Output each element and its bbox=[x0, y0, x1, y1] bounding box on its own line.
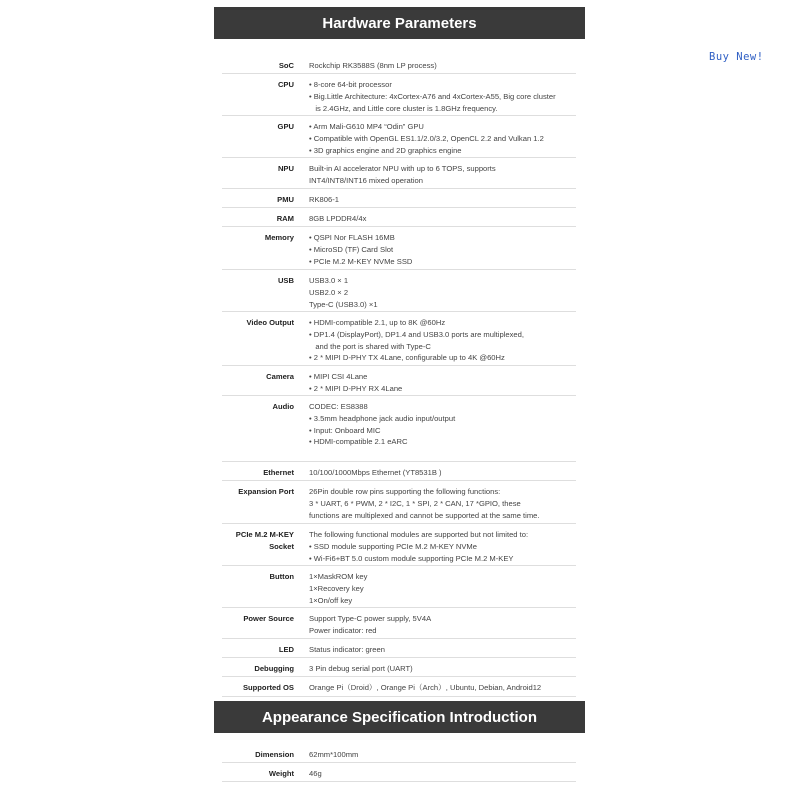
spec-label: Audio bbox=[272, 402, 294, 411]
hardware-parameters-banner bbox=[214, 7, 585, 39]
spec-value-line: 46g bbox=[309, 769, 322, 778]
spec-value-line: • HDMI-compatible 2.1, up to 8K @60Hz bbox=[309, 318, 446, 327]
spec-value-line: 26Pin double row pins supporting the following functions: bbox=[309, 487, 501, 496]
spec-value bbox=[294, 396, 576, 462]
spec-label: Expansion Port bbox=[238, 487, 294, 496]
spec-value bbox=[294, 116, 576, 158]
spec-value-line: • 2 * MIPI D-PHY TX 4Lane, configurable up to 4K @60Hz bbox=[309, 353, 505, 363]
spec-value bbox=[294, 74, 576, 116]
spec-value bbox=[294, 366, 576, 396]
spec-label: Debugging bbox=[254, 664, 294, 673]
spec-value bbox=[294, 608, 576, 639]
spec-value-line: is 2.4GHz, and Little core cluster is 1.8GHz frequency. bbox=[309, 103, 498, 113]
spec-label: Camera bbox=[266, 372, 294, 381]
spec-value-line: functions are multiplexed and cannot be supported at the same time. bbox=[309, 510, 540, 520]
spec-value-line: 3 * UART, 6 * PWM, 2 * I2C, 1 * SPI, 2 * CAN, 17 *GPIO, these bbox=[309, 498, 521, 508]
spec-value-line: Status indicator: green bbox=[309, 645, 385, 654]
spec-row-dimension bbox=[222, 744, 576, 763]
spec-row-led bbox=[222, 639, 576, 658]
spec-value-line: • MIPI CSI 4Lane bbox=[309, 372, 368, 381]
spec-row-pcie-m-2-m-key-socket bbox=[222, 524, 576, 566]
spec-row-memory bbox=[222, 227, 576, 270]
spec-value-line: Support Type-C power supply, 5V4A bbox=[309, 614, 432, 623]
spec-label: LED bbox=[278, 645, 294, 654]
spec-label: Weight bbox=[268, 769, 294, 778]
spec-value-line: • MicroSD (TF) Card Slot bbox=[309, 244, 394, 254]
spec-value-line: • PCIe M.2 M-KEY NVMe SSD bbox=[309, 256, 413, 266]
spec-value-line: RK806-1 bbox=[309, 195, 339, 204]
spec-row-supported-os bbox=[222, 677, 576, 697]
spec-value-line: Type-C (USB3.0) ×1 bbox=[309, 299, 378, 309]
spec-value-line: • Compatible with OpenGL ES1.1/2.0/3.2, OpenCL 2.2 and Vulkan 1.2 bbox=[309, 133, 544, 143]
spec-value bbox=[294, 312, 576, 366]
spec-row-cpu bbox=[222, 74, 576, 116]
spec-row-expansion-port bbox=[222, 481, 576, 524]
spec-value bbox=[294, 677, 576, 697]
appearance-specification-table bbox=[222, 744, 576, 782]
spec-value-line: The following functional modules are supported but not limited to: bbox=[309, 530, 529, 539]
spec-row-usb bbox=[222, 270, 576, 312]
spec-label: NPU bbox=[277, 164, 294, 173]
spec-label: Memory bbox=[264, 233, 294, 242]
spec-value-line: USB3.0 × 1 bbox=[309, 276, 349, 285]
spec-label: SoC bbox=[278, 61, 294, 70]
spec-value-line: • DP1.4 (DisplayPort), DP1.4 and USB3.0 ports are multiplexed, bbox=[309, 329, 524, 339]
appearance-specification-title: Appearance Specification Introduction bbox=[261, 708, 538, 726]
spec-value-line: 3 Pin debug serial port (UART) bbox=[309, 664, 413, 673]
spec-row-pmu bbox=[222, 189, 576, 208]
spec-label: Button bbox=[269, 572, 294, 581]
spec-label: GPU bbox=[277, 122, 294, 131]
spec-value-line: • 2 * MIPI D-PHY RX 4Lane bbox=[309, 383, 403, 393]
spec-value-line: 10/100/1000Mbps Ethernet (YT8531B ) bbox=[309, 468, 442, 477]
spec-value-line: • Wi-Fi6+BT 5.0 custom module supporting PCIe M.2 M-KEY bbox=[309, 553, 514, 563]
spec-label: USB bbox=[277, 276, 294, 285]
spec-value-line: • Arm Mali-G610 MP4 “Odin” GPU bbox=[309, 122, 424, 131]
spec-value bbox=[294, 270, 576, 312]
spec-value-line: Built-in AI accelerator NPU with up to 6 TOPS, supports bbox=[309, 164, 496, 173]
spec-value-line: 1×Recovery key bbox=[309, 583, 364, 593]
hardware-parameters-table bbox=[222, 55, 576, 697]
spec-value-line: 1×MaskROM key bbox=[309, 572, 368, 581]
spec-value bbox=[294, 744, 576, 763]
spec-label: Video Output bbox=[246, 318, 294, 327]
spec-row-camera bbox=[222, 366, 576, 396]
spec-value-line: • Input: Onboard MIC bbox=[309, 425, 381, 435]
spec-row-ram bbox=[222, 208, 576, 227]
spec-row-gpu bbox=[222, 116, 576, 158]
spec-value-line: INT4/INT8/INT16 mixed operation bbox=[309, 175, 423, 185]
spec-value-line: Rockchip RK3588S (8nm LP process) bbox=[309, 61, 437, 70]
spec-row-weight bbox=[222, 763, 576, 782]
spec-value-line: USB2.0 × 2 bbox=[309, 287, 349, 297]
spec-label: PMU bbox=[277, 195, 294, 204]
spec-row-power-source bbox=[222, 608, 576, 639]
spec-row-video-output bbox=[222, 312, 576, 366]
spec-value bbox=[294, 208, 576, 227]
spec-value-line: • HDMI-compatible 2.1 eARC bbox=[309, 437, 408, 447]
spec-value-line: • 3D graphics engine and 2D graphics engine bbox=[309, 145, 462, 155]
spec-value bbox=[294, 566, 576, 608]
spec-value-line: • SSD module supporting PCIe M.2 M-KEY NVMe bbox=[309, 541, 477, 551]
spec-value-line: and the port is shared with Type-C bbox=[309, 341, 431, 351]
spec-value-line: 62mm*100mm bbox=[309, 750, 359, 759]
spec-value-line: CODEC: ES8388 bbox=[309, 402, 368, 411]
appearance-specification-banner bbox=[214, 701, 585, 733]
spec-value bbox=[294, 524, 576, 566]
spec-row-audio bbox=[222, 396, 576, 462]
spec-value bbox=[294, 639, 576, 658]
spec-label: Dimension bbox=[255, 750, 294, 759]
spec-value-line: • 3.5mm headphone jack audio input/output bbox=[309, 413, 456, 423]
spec-value-line: 8GB LPDDR4/4x bbox=[309, 214, 367, 223]
spec-value bbox=[294, 481, 576, 524]
spec-label: PCIe M.2 M-KEY Socket bbox=[235, 530, 294, 551]
spec-value bbox=[294, 189, 576, 208]
spec-value bbox=[294, 658, 576, 677]
spec-row-debugging bbox=[222, 658, 576, 677]
spec-value-line: Orange Pi（Droid）, Orange Pi（Arch）, Ubuntu, Debian, Android12 bbox=[309, 683, 542, 692]
spec-value bbox=[294, 227, 576, 270]
spec-label: CPU bbox=[277, 80, 294, 89]
spec-row-button bbox=[222, 566, 576, 608]
spec-row-soc bbox=[222, 55, 576, 74]
spec-value-line: • Big.Little Architecture: 4xCortex-A76 and 4xCortex-A55, Big core cluster bbox=[309, 91, 556, 101]
spec-value bbox=[294, 158, 576, 189]
buy-now-link[interactable]: Buy New! bbox=[709, 51, 764, 63]
spec-label: Ethernet bbox=[263, 468, 294, 477]
spec-label: Supported OS bbox=[242, 683, 294, 692]
spec-value-line: • 8-core 64-bit processor bbox=[309, 80, 392, 89]
spec-row-npu bbox=[222, 158, 576, 189]
spec-label: RAM bbox=[276, 214, 294, 223]
hardware-parameters-title: Hardware Parameters bbox=[322, 14, 477, 32]
spec-value-line: Power indicator: red bbox=[309, 625, 377, 635]
spec-value-line: • QSPI Nor FLASH 16MB bbox=[309, 233, 395, 242]
spec-value bbox=[294, 763, 576, 782]
spec-value bbox=[294, 462, 576, 481]
spec-row-ethernet bbox=[222, 462, 576, 481]
spec-value bbox=[294, 55, 576, 74]
spec-label: Power Source bbox=[243, 614, 294, 623]
spec-value-line: 1×On/off key bbox=[309, 595, 353, 605]
